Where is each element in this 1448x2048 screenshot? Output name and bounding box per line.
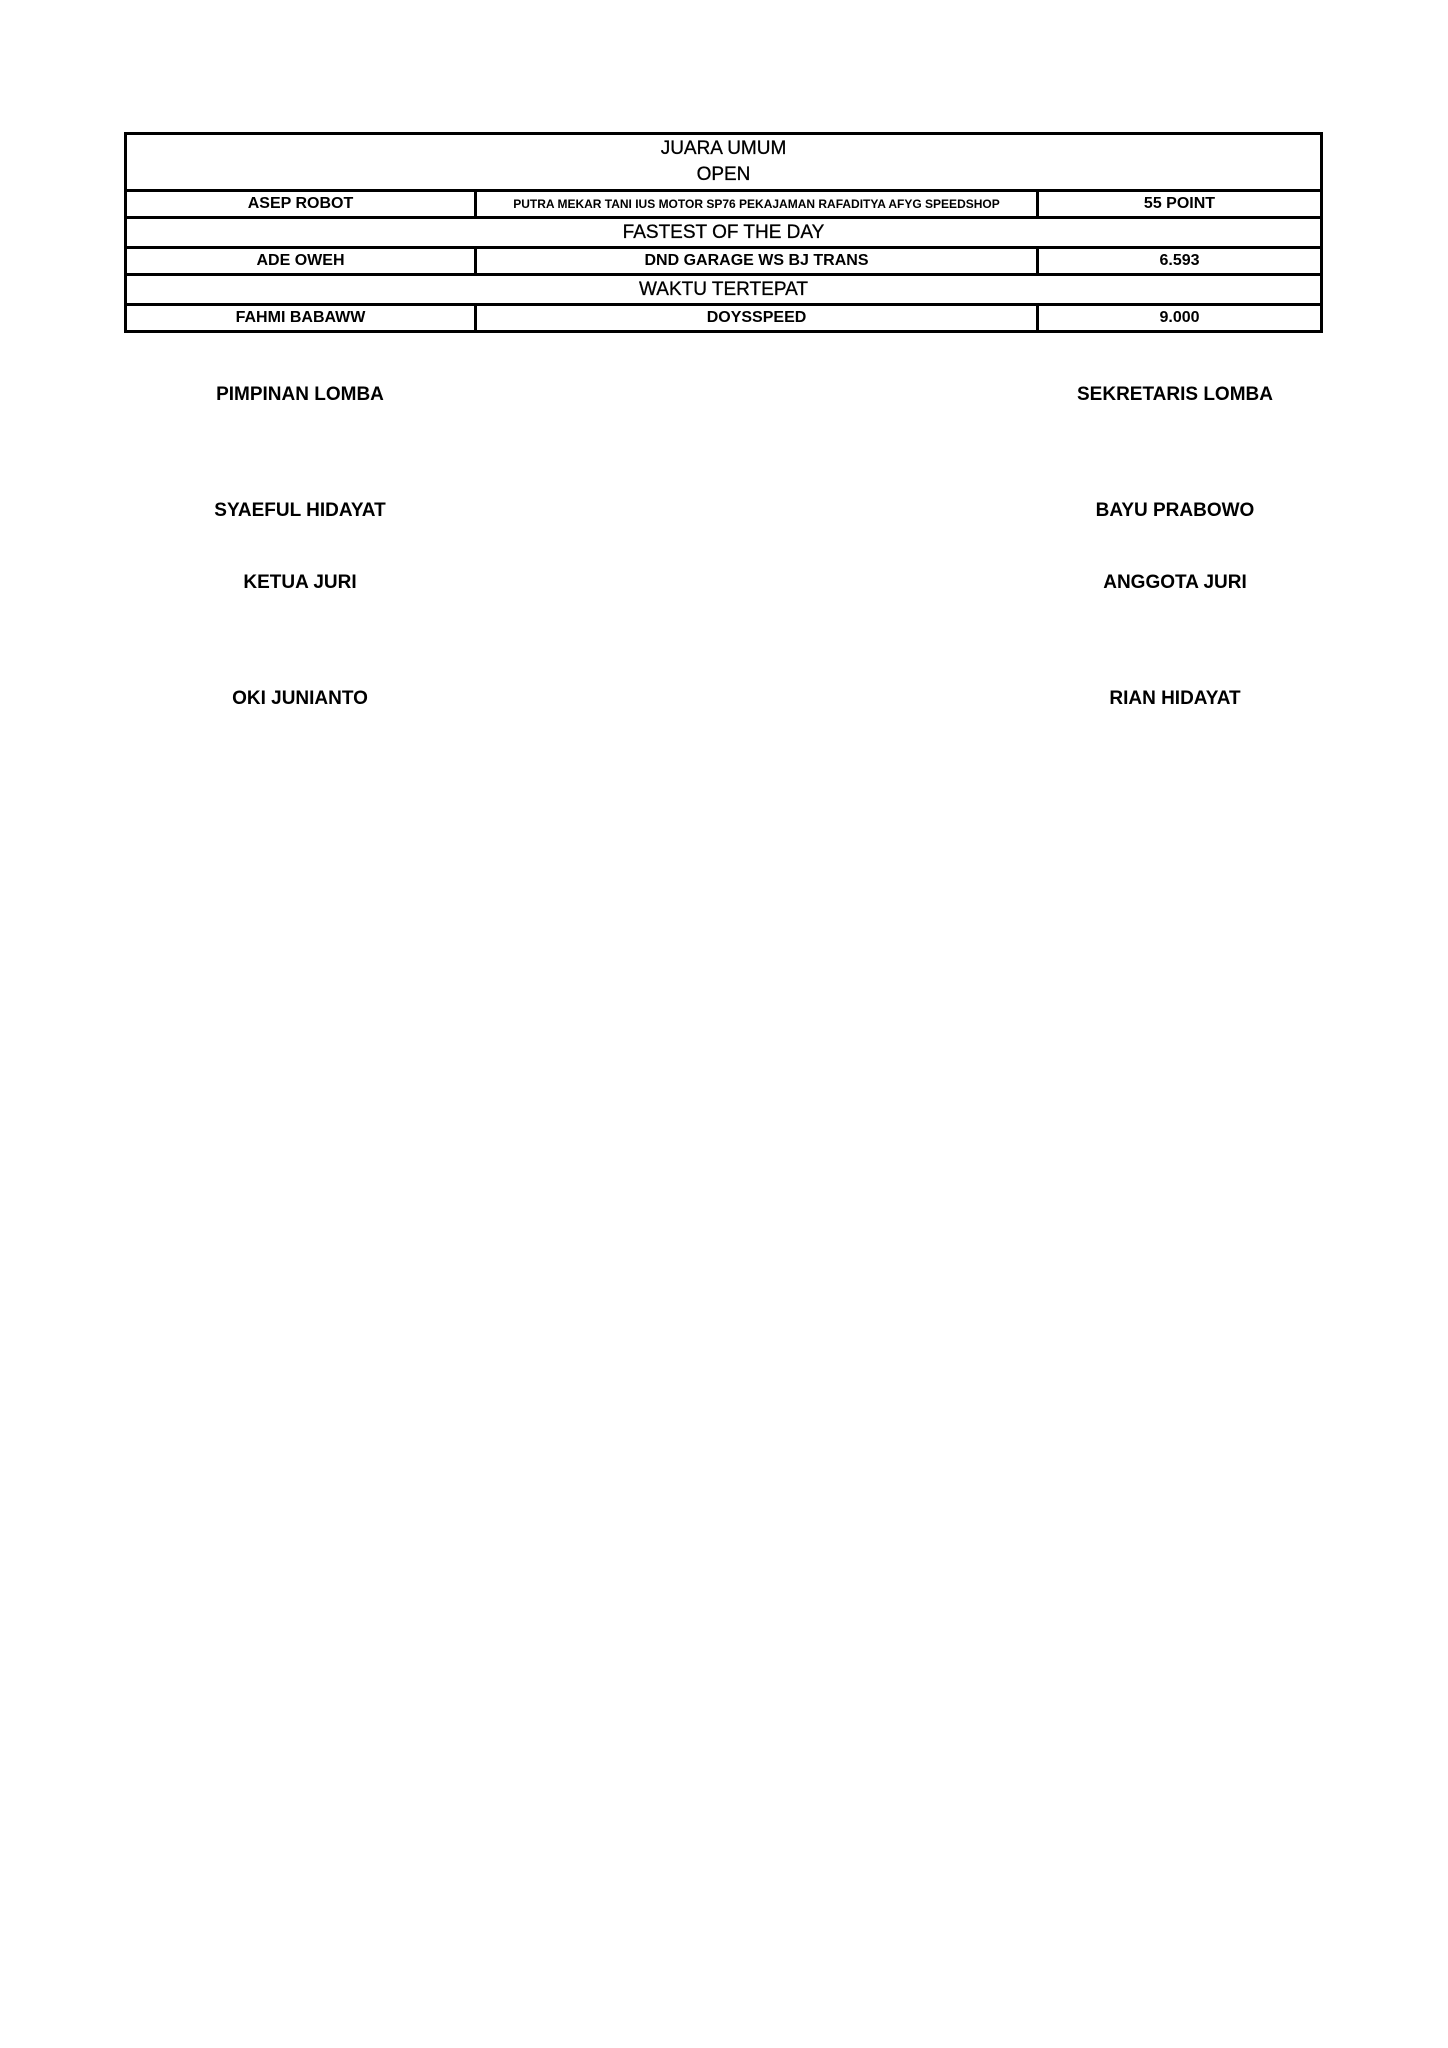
juara-umum-title: JUARA UMUM [660,138,787,159]
waktu-title: WAKTU TERTEPAT [126,275,1322,305]
anggota-name: RIAN HIDAYAT [1109,688,1241,709]
waktu-result: 9.000 [1038,305,1322,332]
juara-umum-header [126,134,1322,191]
anggota-role: ANGGOTA JURI [1103,572,1247,593]
pimpinan-role: PIMPINAN LOMBA [216,384,384,405]
waktu-rider: FAHMI BABAWW [126,305,476,332]
juara-umum-header-row [126,134,1322,191]
ketua-role: KETUA JURI [243,572,357,593]
results-table [124,132,1323,333]
fastest-header-row [126,218,1322,248]
fastest-title: FASTEST OF THE DAY [126,218,1322,248]
juara-umum-rider: ASEP ROBOT [126,191,476,218]
table-row [126,191,1322,218]
ketua-name: OKI JUNIANTO [232,688,368,709]
pimpinan-name: SYAEFUL HIDAYAT [214,500,386,521]
juara-umum-result: 55 POINT [1038,191,1322,218]
waktu-header-row [126,275,1322,305]
waktu-team: DOYSSPEED [476,305,1038,332]
table-row [126,248,1322,275]
fastest-result: 6.593 [1038,248,1322,275]
juara-umum-subtitle: OPEN [696,164,751,185]
fastest-rider: ADE OWEH [126,248,476,275]
table-row [126,305,1322,332]
sekretaris-role: SEKRETARIS LOMBA [1077,384,1273,405]
sekretaris-name: BAYU PRABOWO [1095,500,1255,521]
juara-umum-team: PUTRA MEKAR TANI IUS MOTOR SP76 PEKAJAMAN RAFADITYA AFYG SPEEDSHOP [476,191,1038,218]
fastest-team: DND GARAGE WS BJ TRANS [476,248,1038,275]
